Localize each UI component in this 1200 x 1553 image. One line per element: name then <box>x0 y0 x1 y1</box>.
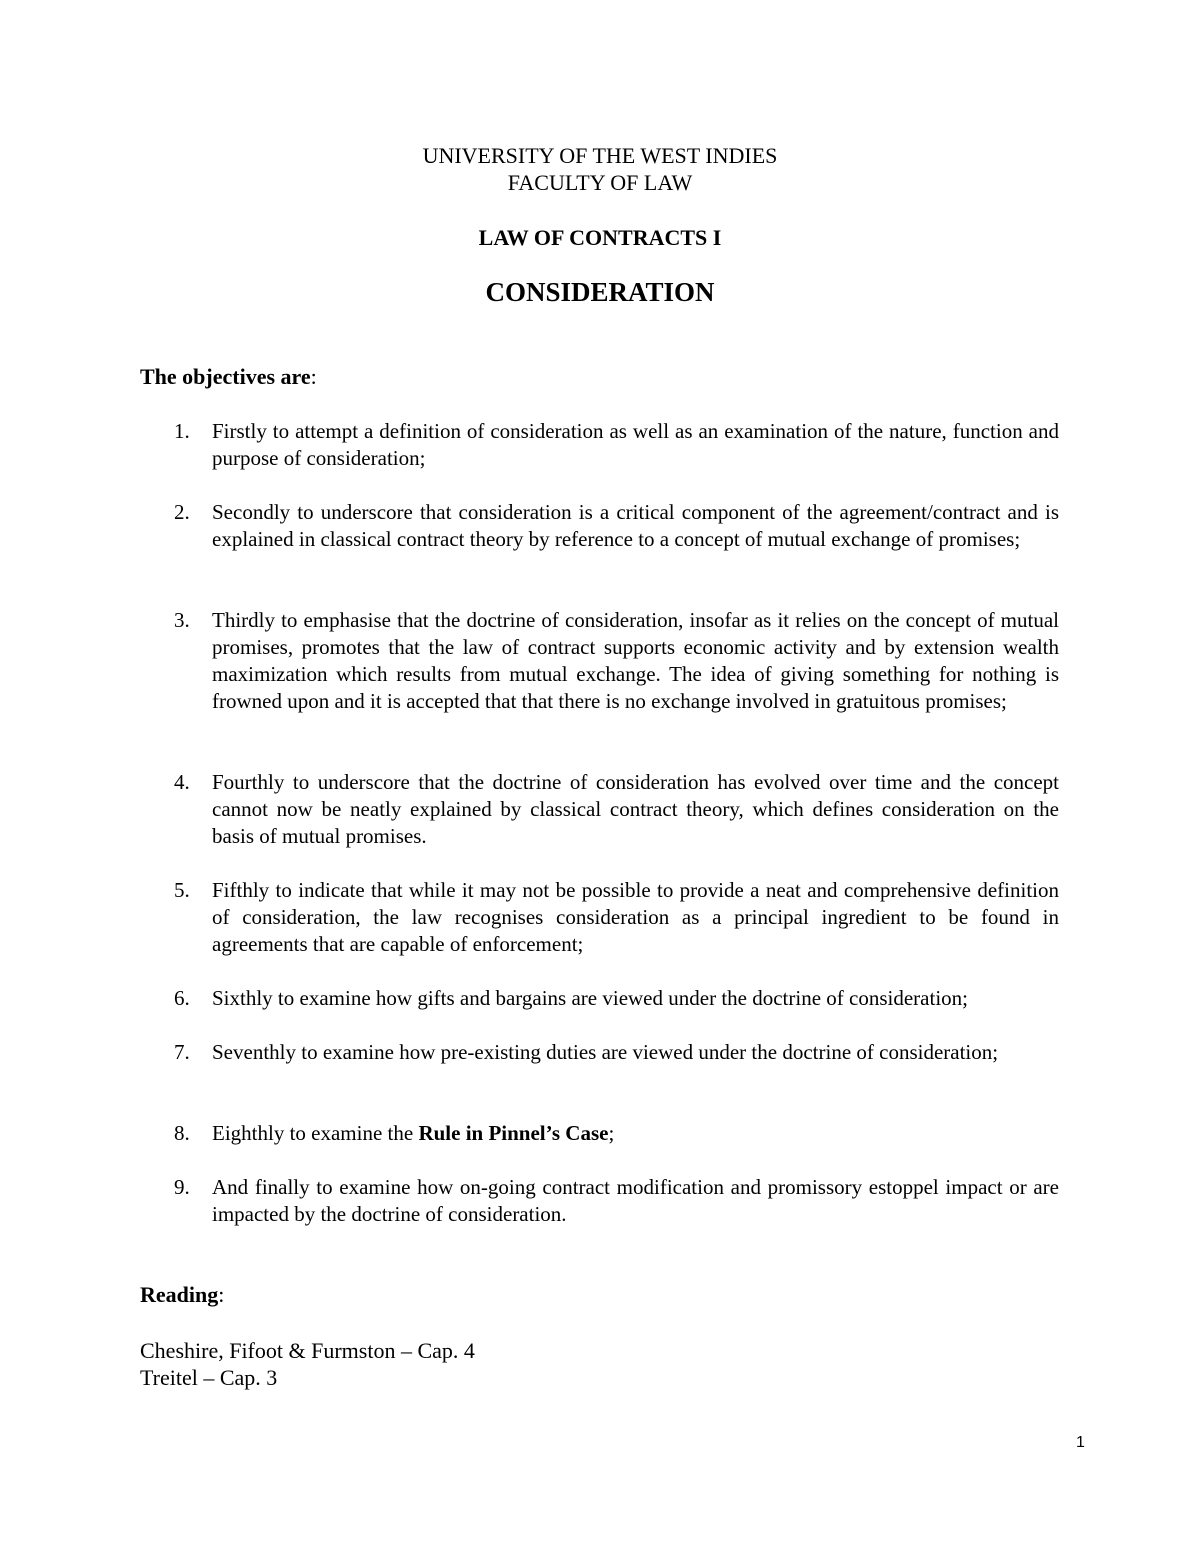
list-item-number: 9. <box>174 1175 190 1199</box>
list-item-text: Thirdly to emphasise that the doctrine of consideration, insofar as it relies on the concept of mutual promises, promotes that the law of contract supports economic activity and by extension wealth maximization which results from mutual exchange. The idea of giving something for nothing is frowned upon and it is accepted that that there is no exchange involved in gratuitous promises; <box>212 608 1059 713</box>
topic-title: CONSIDERATION <box>485 277 715 307</box>
list-item-text: Seventhly to examine how pre-existing duties are viewed under the doctrine of consideration; <box>212 1040 999 1064</box>
list-item-number: 2. <box>174 500 190 524</box>
university-name: UNIVERSITY OF THE WEST INDIES <box>422 143 778 168</box>
list-item-text: Fourthly to underscore that the doctrine of consideration has evolved over time and the concept cannot now be neatly explained by classical contract theory, which defines consideration on the basis of mutual promises. <box>212 770 1059 848</box>
objectives-heading: The objectives are: <box>140 364 317 389</box>
list-item-number: 5. <box>174 878 190 902</box>
list-item-number: 8. <box>174 1121 190 1145</box>
list-item-text: Fifthly to indicate that while it may not be possible to provide a neat and comprehensive definition of consideration, the law recognises consideration as a principal ingredient to be found in agreements that are capable of enforcement; <box>212 878 1059 956</box>
list-item-number: 3. <box>174 608 190 632</box>
list-item-text: Eighthly to examine the Rule in Pinnel’s Case; <box>212 1121 615 1145</box>
list-item-number: 4. <box>174 770 190 794</box>
list-item-number: 7. <box>174 1040 190 1064</box>
list-item-text: Secondly to underscore that consideration is a critical component of the agreement/contract and is explained in classical contract theory by reference to a concept of mutual exchange of promises; <box>212 500 1059 551</box>
list-item-text: And finally to examine how on-going contract modification and promissory estoppel impact or are impacted by the doctrine of consideration. <box>212 1175 1059 1226</box>
list-item-number: 6. <box>174 986 190 1010</box>
reading-reference-treitel: Treitel – Cap. 3 <box>140 1365 278 1390</box>
faculty-name: FACULTY OF LAW <box>507 170 693 195</box>
list-item-text: Firstly to attempt a definition of consideration as well as an examination of the nature, function and purpose of consideration; <box>212 419 1059 470</box>
course-title: LAW OF CONTRACTS I <box>478 225 722 250</box>
reading-heading: Reading: <box>140 1282 225 1307</box>
list-item-number: 1. <box>174 419 190 443</box>
reading-reference-cheshire: Cheshire, Fifoot & Furmston – Cap. 4 <box>140 1338 475 1363</box>
page-number: 1 <box>1076 1434 1085 1451</box>
list-item-text: Sixthly to examine how gifts and bargains are viewed under the doctrine of consideration; <box>212 986 968 1010</box>
pinnels-case-rule: Rule in Pinnel’s Case <box>418 1121 609 1145</box>
